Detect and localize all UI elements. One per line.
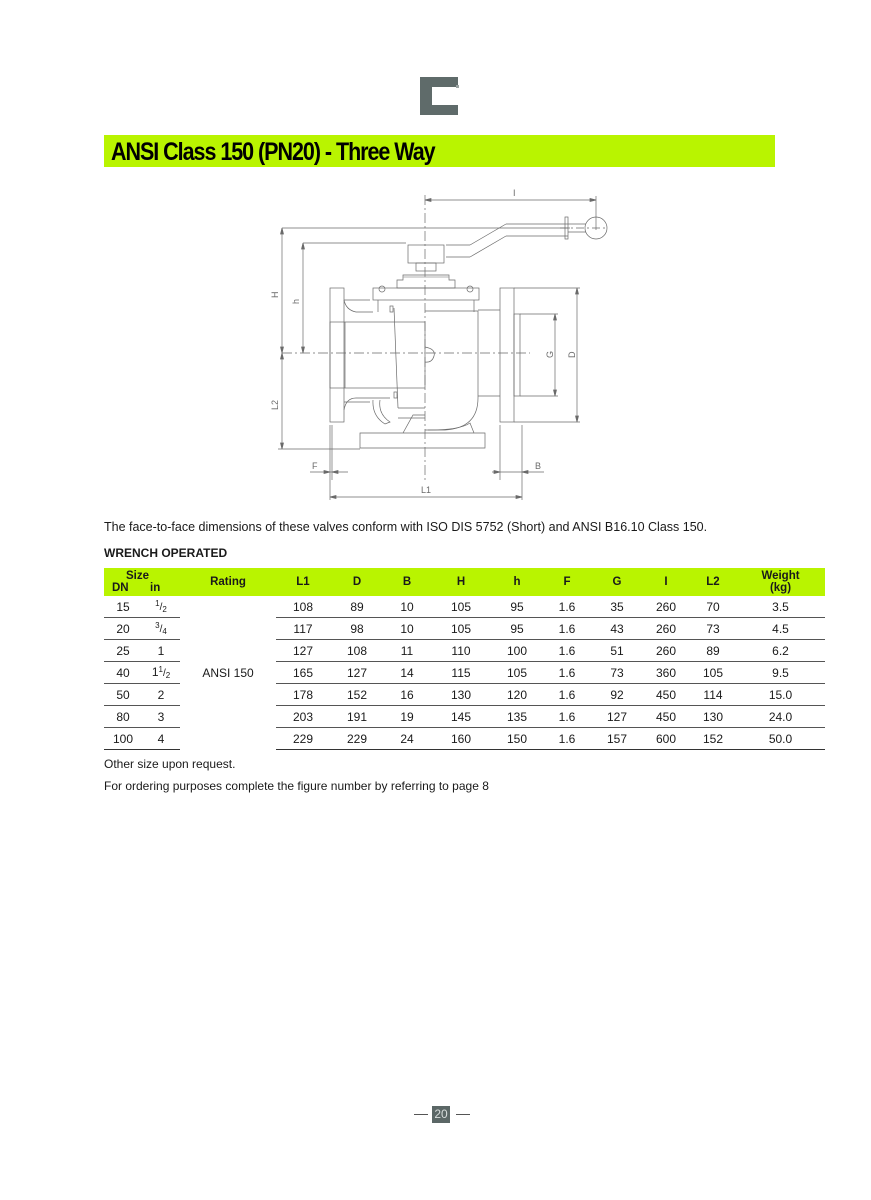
cell-f: 1.6 [542, 662, 592, 684]
inch-numerator: 3 [155, 621, 160, 630]
header-in: in [150, 582, 161, 594]
cell-l1: 117 [276, 618, 330, 640]
cell-dn: 15 [104, 596, 142, 618]
cell-f: 1.6 [542, 728, 592, 750]
header-h: h [492, 568, 542, 596]
cell-d: 191 [330, 706, 384, 728]
cell-f: 1.6 [542, 640, 592, 662]
dim-label-B: B [535, 461, 542, 471]
header-F: F [542, 568, 592, 596]
cell-dn: 25 [104, 640, 142, 662]
cell-h: 105 [492, 662, 542, 684]
cell-dn: 40 [104, 662, 142, 684]
cell-g: 92 [592, 684, 642, 706]
cell-l1: 108 [276, 596, 330, 618]
cell-h: 135 [492, 706, 542, 728]
dim-label-L1: L1 [421, 485, 432, 495]
cell-l1: 203 [276, 706, 330, 728]
page-title: ANSI Class 150 (PN20) - Three Way [111, 138, 435, 166]
cell-h: 100 [492, 640, 542, 662]
inch-whole: 1 [151, 665, 159, 679]
section-heading: WRENCH OPERATED [104, 546, 228, 560]
cell-weight: 4.5 [736, 618, 825, 640]
cell-weight: 9.5 [736, 662, 825, 684]
header-I: I [642, 568, 690, 596]
inch-whole: 3 [157, 709, 165, 724]
cell-i: 450 [642, 706, 690, 728]
cell-l2: 105 [690, 662, 736, 684]
table-header-row [104, 568, 825, 596]
cell-l1: 127 [276, 640, 330, 662]
cell-l2: 73 [690, 618, 736, 640]
cell-i: 260 [642, 596, 690, 618]
inch-whole: 1 [157, 643, 165, 658]
fraction-slash: / [162, 668, 166, 679]
inch-numerator: 1 [155, 599, 160, 608]
cell-b: 19 [384, 706, 430, 728]
cell-i: 600 [642, 728, 690, 750]
inch-numerator: 1 [158, 665, 163, 674]
header-dn: DN [112, 582, 129, 594]
fraction-slash: / [159, 602, 163, 613]
cell-g: 73 [592, 662, 642, 684]
header-size-label: Size [126, 570, 150, 582]
cell-d: 127 [330, 662, 384, 684]
table-row [104, 596, 825, 618]
header-H: H [430, 568, 492, 596]
cell-h: 105 [430, 618, 492, 640]
note-ordering: For ordering purposes complete the figure number by referring to page 8 [104, 779, 489, 793]
title-bar [104, 135, 775, 167]
page-number-rule-right [456, 1114, 470, 1115]
cell-weight: 50.0 [736, 728, 825, 750]
cell-in [142, 596, 180, 618]
cell-weight: 24.0 [736, 706, 825, 728]
cell-dn: 100 [104, 728, 142, 750]
header-weight [736, 568, 825, 596]
header-B: B [384, 568, 430, 596]
cell-b: 10 [384, 618, 430, 640]
standards-conformance-text: The face-to-face dimensions of these valves conform with ISO DIS 5752 (Short) and ANSI B16.10 Class 150. [104, 520, 708, 534]
cell-b: 10 [384, 596, 430, 618]
cell-d: 108 [330, 640, 384, 662]
cell-d: 152 [330, 684, 384, 706]
cell-h: 120 [492, 684, 542, 706]
header-rating: Rating [180, 568, 276, 596]
inch-whole: 4 [157, 731, 165, 746]
cell-h: 160 [430, 728, 492, 750]
cell-weight: 15.0 [736, 684, 825, 706]
cell-d: 229 [330, 728, 384, 750]
header-D: D [330, 568, 384, 596]
dim-label-H: H [270, 291, 280, 298]
dim-label-F: F [312, 461, 318, 471]
dim-label-I: I [513, 188, 516, 198]
dim-label-h: h [291, 298, 301, 304]
cell-in [142, 662, 180, 684]
cell-h: 95 [492, 618, 542, 640]
cell-g: 51 [592, 640, 642, 662]
cell-h: 130 [430, 684, 492, 706]
cell-l1: 229 [276, 728, 330, 750]
cell-h: 95 [492, 596, 542, 618]
cell-h: 145 [430, 706, 492, 728]
fraction-slash: / [159, 624, 163, 635]
cell-in [142, 618, 180, 640]
cell-h: 105 [430, 596, 492, 618]
cell-g: 127 [592, 706, 642, 728]
cell-h: 150 [492, 728, 542, 750]
cell-in [142, 684, 180, 706]
valve-dimension-drawing [260, 180, 620, 510]
header-weight-label: Weight [761, 570, 800, 582]
cell-in [142, 706, 180, 728]
cell-i: 450 [642, 684, 690, 706]
cell-d: 98 [330, 618, 384, 640]
cell-h: 110 [430, 640, 492, 662]
cell-g: 35 [592, 596, 642, 618]
cell-l1: 178 [276, 684, 330, 706]
header-G: G [592, 568, 642, 596]
header-L1: L1 [276, 568, 330, 596]
cell-b: 11 [384, 640, 430, 662]
cell-l2: 114 [690, 684, 736, 706]
cell-dn: 20 [104, 618, 142, 640]
cell-f: 1.6 [542, 706, 592, 728]
dim-label-L2: L2 [270, 399, 280, 410]
cell-f: 1.6 [542, 684, 592, 706]
inch-denominator: 4 [162, 627, 167, 636]
cell-l2: 70 [690, 596, 736, 618]
cell-l1: 165 [276, 662, 330, 684]
cell-l2: 130 [690, 706, 736, 728]
page-number-footer [412, 1106, 472, 1124]
page-number: 20 [432, 1106, 450, 1123]
cell-in [142, 640, 180, 662]
cell-g: 43 [592, 618, 642, 640]
cell-b: 14 [384, 662, 430, 684]
cell-i: 360 [642, 662, 690, 684]
cell-in [142, 728, 180, 750]
cell-b: 16 [384, 684, 430, 706]
cell-weight: 6.2 [736, 640, 825, 662]
header-weight-unit: (kg) [769, 582, 792, 594]
cell-rating: ANSI 150 [202, 665, 254, 680]
inch-denominator: 2 [162, 605, 167, 614]
dim-label-G: G [545, 350, 555, 358]
cell-g: 157 [592, 728, 642, 750]
page-number-rule-left [414, 1114, 428, 1115]
dimensions-table [104, 568, 825, 750]
header-L2: L2 [690, 568, 736, 596]
note-other-sizes: Other size upon request. [104, 757, 236, 771]
cell-l2: 89 [690, 640, 736, 662]
cell-h: 115 [430, 662, 492, 684]
cell-l2: 152 [690, 728, 736, 750]
inch-denominator: 2 [165, 671, 171, 680]
cell-f: 1.6 [542, 596, 592, 618]
cell-d: 89 [330, 596, 384, 618]
cell-b: 24 [384, 728, 430, 750]
cell-i: 260 [642, 640, 690, 662]
company-logo-icon [420, 77, 460, 115]
cell-weight: 3.5 [736, 596, 825, 618]
cell-i: 260 [642, 618, 690, 640]
header-size [104, 568, 180, 596]
cell-dn: 50 [104, 684, 142, 706]
inch-whole: 2 [157, 687, 165, 702]
cell-dn: 80 [104, 706, 142, 728]
cell-f: 1.6 [542, 618, 592, 640]
dim-label-D: D [567, 351, 577, 358]
